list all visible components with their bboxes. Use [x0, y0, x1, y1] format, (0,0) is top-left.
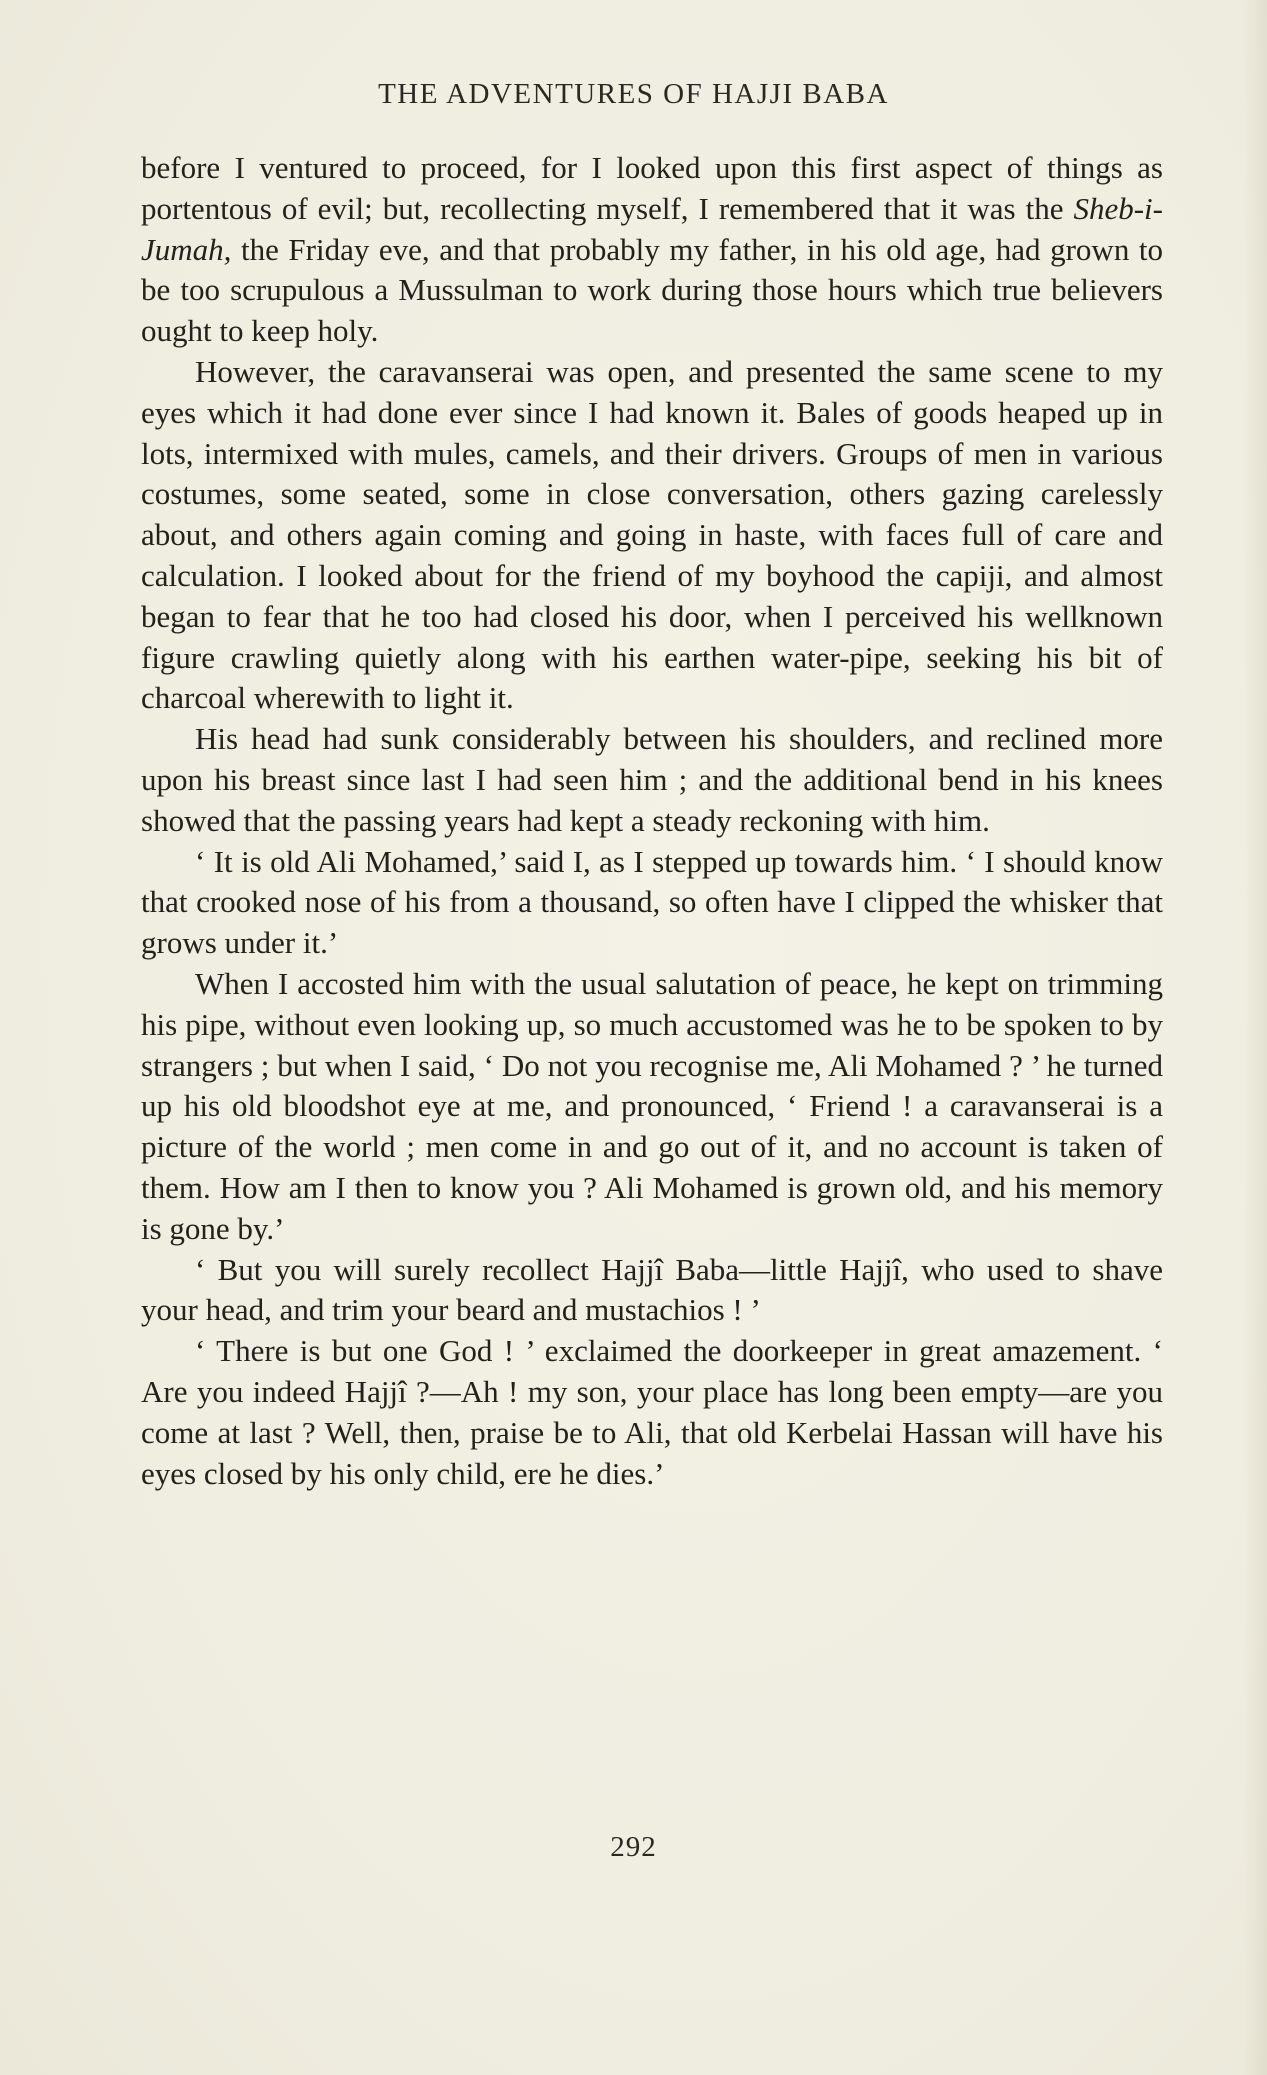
paragraph: ‘ It is old Ali Mohamed,’ said I, as I stepped up towards him. ‘ I should know that crooked nose of his from a thousand, so often have I clipped the whisker that grows under it.’ — [141, 843, 1163, 961]
page-edge-shadow — [1243, 0, 1267, 2075]
paragraph-text: before I ventured to proceed, for I looked upon this first aspect of things as portentous of evil; but, recollecting myself, I remembered that it was the — [141, 150, 1163, 226]
paragraph: ‘ There is but one God ! ’ exclaimed the doorkeeper in great amazement. ‘ Are you indeed Hajjî ?—Ah ! my son, your place has long been empty—are you come at last ? Well, then, praise be to Ali, that old Kerbelai Hassan will have his eyes closed by his only child, ere he dies.’ — [141, 1333, 1163, 1491]
paragraph: His head had sunk considerably between his shoulders, and reclined more upon his breast since last I had seen him ; and the additional bend in his knees showed that the passing years had kept a steady reckoning with him. — [141, 721, 1163, 838]
body-text — [141, 148, 1163, 1494]
paragraph: ‘ But you will surely recollect Hajjî Baba—little Hajjî, who used to shave your head, and trim your beard and mustachios ! ’ — [141, 1251, 1163, 1328]
paragraph: When I accosted him with the usual salutation of peace, he kept on trimming his pipe, without even looking up, so much accustomed was he to be spoken to by strangers ; but when I said, ‘ Do not you recognise me, Ali Mohamed ? ’ he turned up his old bloodshot eye at me, and pronounced, ‘ Friend ! a caravanserai is a picture of the world ; men come in and go out of it, and no account is taken of them. How am I then to know you ? Ali Mohamed is grown old, and his memory is gone by.’ — [141, 965, 1163, 1246]
page-number: 292 — [610, 1831, 657, 1863]
running-head: THE ADVENTURES OF HAJJI BABA — [378, 78, 889, 110]
paragraph — [141, 148, 1163, 352]
paragraph: However, the caravanserai was open, and presented the same scene to my eyes which it had done ever since I had known it. Bales of goods heaped up in lots, intermixed with mules, camels, and their drivers. Groups of men in various costumes, some seated, some in close conversation, others gazing carelessly about, and others again coming and going in haste, with faces full of care and calculation. I looked about for the friend of my boyhood the capiji, and almost began to fear that he too had closed his door, when I perceived his wellknown figure crawling quietly along with his earthen water-pipe, seeking his bit of charcoal wherewith to light it. — [141, 353, 1163, 716]
italic-term: Sheb-i-Jumah, — [141, 190, 1163, 267]
paragraph-text: the Friday eve, and that probably my father, in his old age, had grown to be too scrupulous a Mussulman to work during those hours which true believers ought to keep holy. — [141, 231, 1163, 349]
